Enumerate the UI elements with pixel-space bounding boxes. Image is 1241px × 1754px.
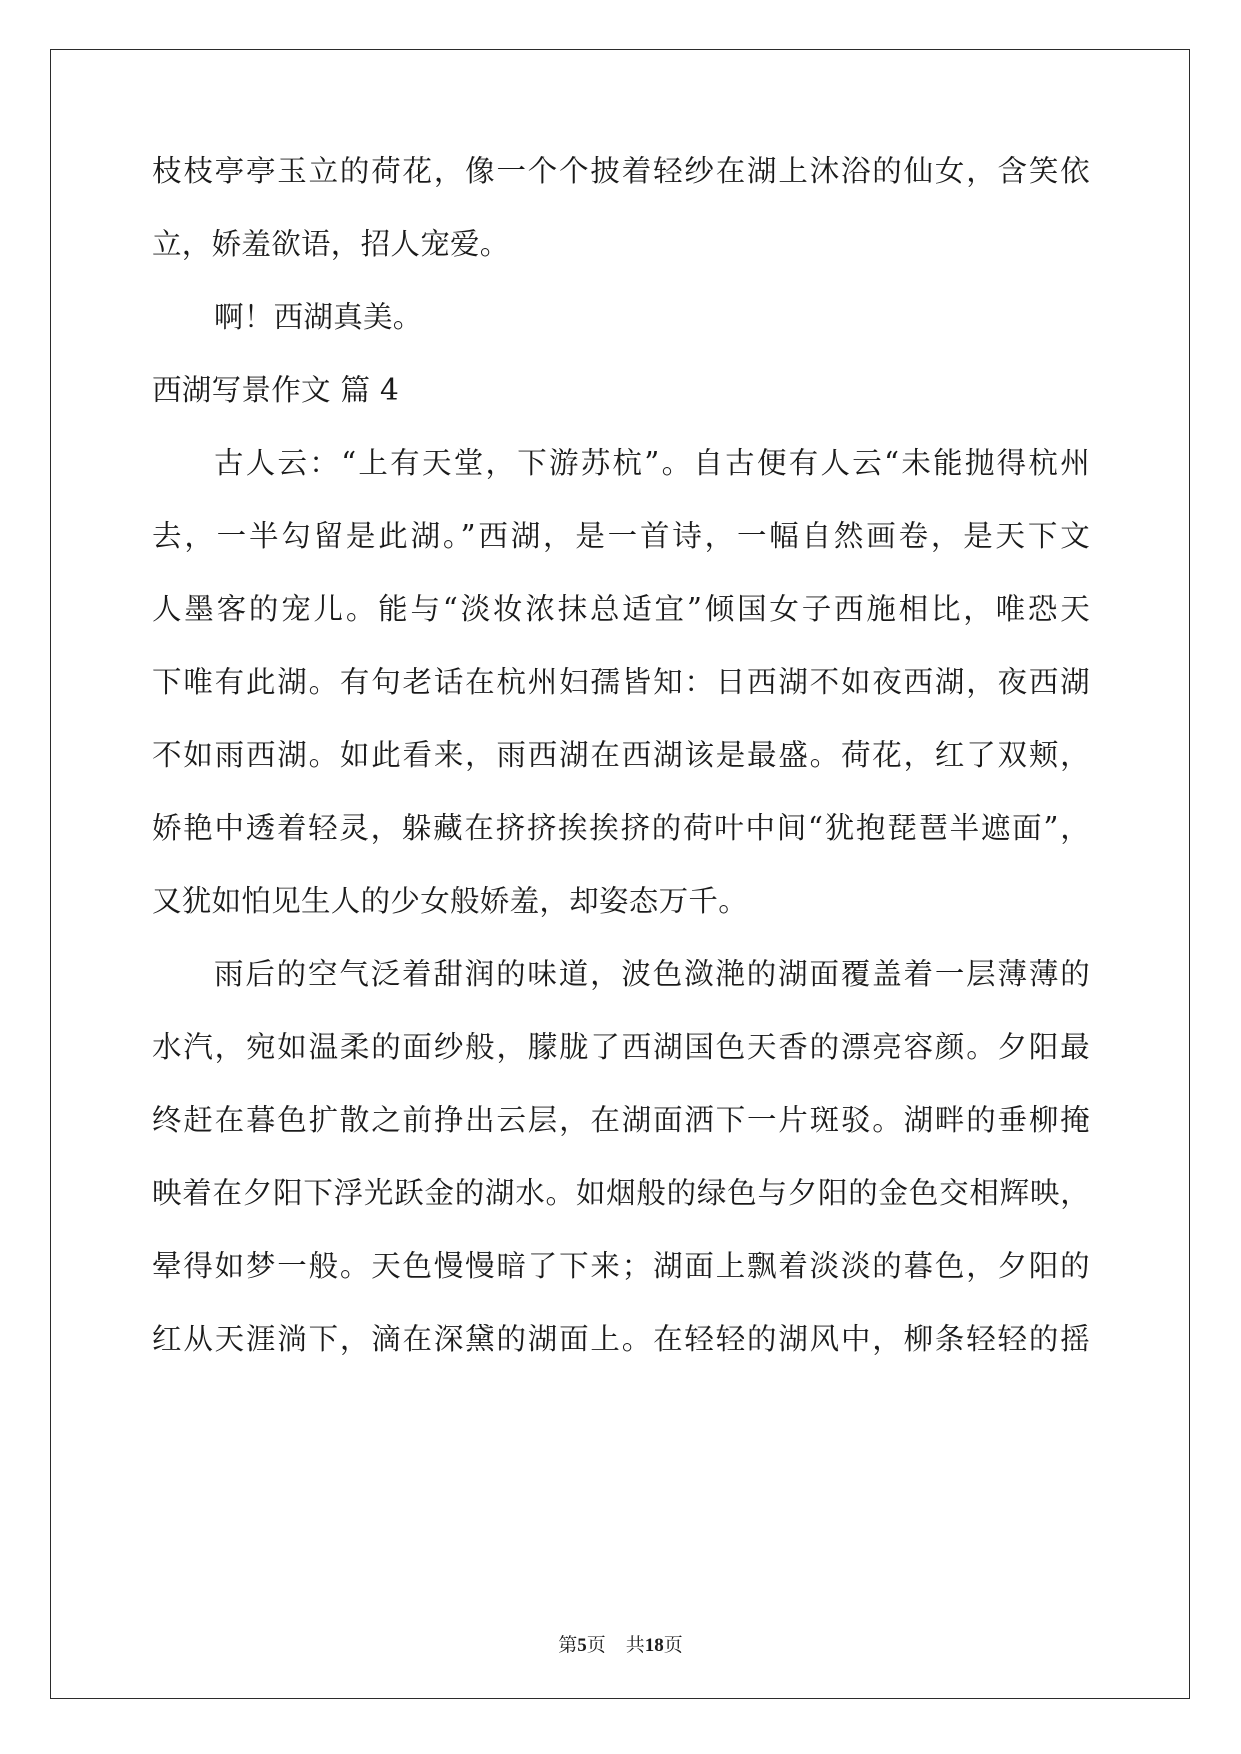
page-label-suffix: 页: [586, 1635, 606, 1656]
section-heading: 西湖写景作文 篇 4: [152, 373, 400, 407]
text-line: 又犹如怕见生人的少女般娇羞，却姿态万千。: [152, 884, 749, 918]
text-line: 终赶在暮色扩散之前挣出云层，在湖面洒下一片斑驳。湖畔的垂柳掩: [152, 1103, 1090, 1137]
total-label-suffix: 页: [663, 1635, 683, 1656]
text-line: 人墨客的宠儿。能与“淡妆浓抹总适宜”倾国女子西施相比，唯恐天: [152, 592, 1090, 626]
text-line: 古人云：“上有天堂，下游苏杭”。自古便有人云“未能抛得杭州: [214, 446, 1090, 480]
text-line: 雨后的空气泛着甜润的味道，波色潋滟的湖面覆盖着一层薄薄的: [214, 957, 1090, 991]
text-line: 下唯有此湖。有句老话在杭州妇孺皆知：日西湖不如夜西湖，夜西湖: [152, 665, 1090, 699]
page-footer: [0, 1634, 1241, 1658]
text-line: 晕得如梦一般。天色慢慢暗了下来；湖面上飘着淡淡的暮色，夕阳的: [152, 1249, 1090, 1283]
text-line: 枝枝亭亭玉立的荷花，像一个个披着轻纱在湖上沐浴的仙女，含笑依: [152, 154, 1090, 188]
text-line: 去，一半勾留是此湖。”西湖，是一首诗，一幅自然画卷，是天下文: [152, 519, 1090, 553]
text-line: 不如雨西湖。如此看来，雨西湖在西湖该是最盛。荷花，红了双颊，: [152, 738, 1090, 772]
total-pages: 18: [644, 1635, 664, 1656]
page-number: 5: [577, 1635, 587, 1656]
text-line: 啊！西湖真美。: [214, 300, 423, 334]
text-line: 水汽，宛如温柔的面纱般，朦胧了西湖国色天香的漂亮容颜。夕阳最: [152, 1030, 1090, 1064]
text-line: 娇艳中透着轻灵，躲藏在挤挤挨挨挤的荷叶中间“犹抱琵琶半遮面”，: [152, 811, 1090, 845]
text-line: 立，娇羞欲语，招人宠爱。: [152, 227, 510, 261]
text-line: 红从天涯淌下，滴在深黛的湖面上。在轻轻的湖风中，柳条轻轻的摇: [152, 1322, 1090, 1356]
text-line: 映着在夕阳下浮光跃金的湖水。如烟般的绿色与夕阳的金色交相辉映，: [152, 1176, 1090, 1210]
page-label-prefix: 第: [558, 1635, 578, 1656]
total-label-prefix: 共: [625, 1635, 645, 1656]
